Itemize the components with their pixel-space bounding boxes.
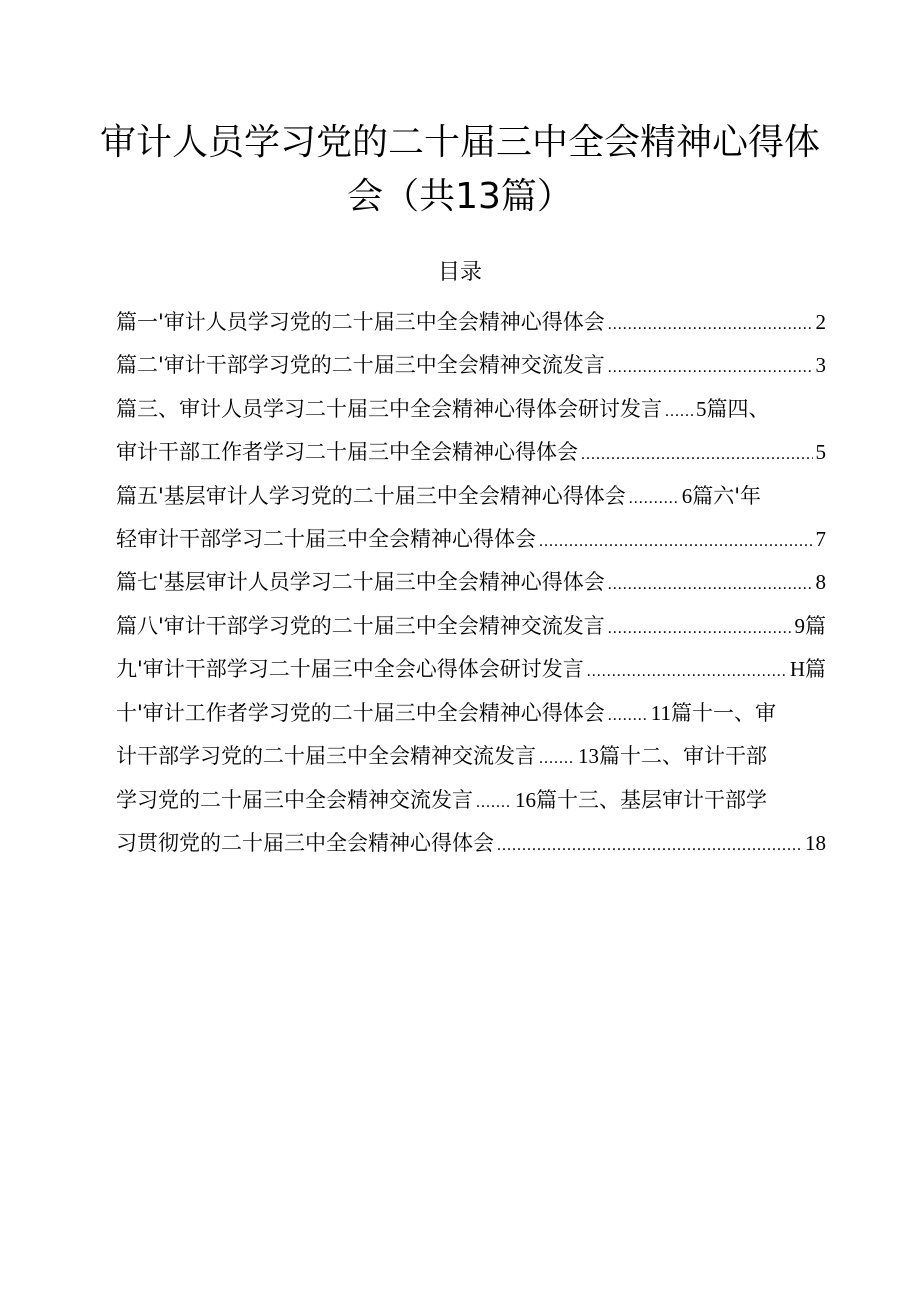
- toc-line-text: 审计干部工作者学习二十届三中全会精神心得体会: [116, 440, 578, 464]
- toc-line-text: 九'审计干部学习二十届三中全会心得体会研讨发言: [116, 657, 584, 681]
- toc-dot-leader: [587, 652, 787, 689]
- toc-dot-leader: [608, 305, 813, 342]
- toc-dot-leader: [608, 609, 792, 646]
- toc-page-number: 13: [578, 744, 599, 768]
- toc-page-number: H: [789, 657, 805, 681]
- toc-line-4[interactable]: [116, 432, 826, 472]
- toc-line-tail: 篇十二、审计干部: [599, 744, 767, 768]
- toc-line-text: 十'审计工作者学习党的二十届三中全会精神心得体会: [116, 701, 605, 725]
- toc-page-number: 11: [650, 701, 672, 725]
- document-title-line-2: 会（共13篇）: [347, 176, 573, 217]
- toc-line-10[interactable]: [116, 693, 826, 733]
- toc-line-11[interactable]: [116, 736, 826, 776]
- toc-dot-leader: [629, 479, 679, 516]
- toc-line-text: 习贯彻党的二十届三中全会精神心得体会: [116, 831, 494, 855]
- toc-dot-leader: [476, 783, 512, 820]
- toc-line-text: 篇七'基层审计人员学习二十届三中全会精神心得体会: [116, 570, 605, 594]
- toc-dot-leader: [665, 392, 693, 429]
- toc-page-number: 2: [815, 310, 826, 334]
- toc-page-number: 7: [815, 527, 826, 551]
- toc-line-7[interactable]: [116, 562, 826, 602]
- toc-line-13[interactable]: [116, 823, 826, 863]
- toc-line-text: 篇八'审计干部学习党的二十届三中全会精神交流发言: [116, 614, 605, 638]
- toc-dot-leader: [497, 826, 802, 863]
- toc-line-text: 轻审计干部学习二十届三中全会精神心得体会: [116, 527, 536, 551]
- toc-line-8[interactable]: [116, 606, 826, 646]
- toc-dot-leader: [539, 739, 575, 776]
- toc-line-text: 篇三、审计人员学习二十届三中全会精神心得体会研讨发言: [116, 397, 662, 421]
- toc-line-tail: 篇十一、审: [671, 701, 777, 725]
- toc-line-tail: 篇: [805, 614, 826, 638]
- toc-line-text: 计干部学习党的二十届三中全会精神交流发言: [116, 744, 536, 768]
- toc-line-tail: 篇: [805, 657, 826, 681]
- toc-page-number: 8: [815, 570, 826, 594]
- toc-dot-leader: [608, 348, 813, 385]
- toc-dot-leader: [608, 565, 813, 602]
- toc-page-number: 6: [681, 484, 693, 508]
- toc-line-text: 篇二'审计干部学习党的二十届三中全会精神交流发言: [116, 353, 605, 377]
- toc-line-tail: 篇六'年: [692, 484, 762, 508]
- toc-page-number: 5: [696, 397, 707, 421]
- toc-page-number: 3: [815, 353, 826, 377]
- toc-line-9[interactable]: [116, 649, 826, 689]
- toc-page-number: 18: [805, 831, 826, 855]
- toc-dot-leader: [539, 522, 813, 559]
- toc-line-text: 篇一'审计人员学习党的二十届三中全会精神心得体会: [116, 310, 605, 334]
- toc-page-number: 9: [794, 614, 805, 638]
- toc-line-6[interactable]: [116, 519, 826, 559]
- toc-page-number: 5: [815, 440, 826, 464]
- toc-line-tail: 篇十三、基层审计干部学: [536, 788, 767, 812]
- toc-line-text: 学习党的二十届三中全会精神交流发言: [116, 788, 473, 812]
- toc-line-2[interactable]: [116, 345, 826, 385]
- document-title-line-1: 审计人员学习党的二十届三中全会精神心得体: [100, 122, 821, 163]
- toc-dot-leader: [608, 696, 648, 733]
- toc-line-text: 篇五'基层审计人学习党的二十届三中全会精神心得体会: [116, 484, 626, 508]
- toc-line-3[interactable]: [116, 389, 826, 429]
- toc-line-12[interactable]: [116, 780, 826, 820]
- toc-line-5[interactable]: [116, 476, 826, 516]
- toc-line-1[interactable]: [116, 302, 826, 342]
- toc-dot-leader: [581, 435, 813, 472]
- toc-line-tail: 篇四、: [706, 397, 770, 421]
- toc-page-number: 16: [515, 788, 536, 812]
- toc-heading: 目录: [437, 260, 482, 285]
